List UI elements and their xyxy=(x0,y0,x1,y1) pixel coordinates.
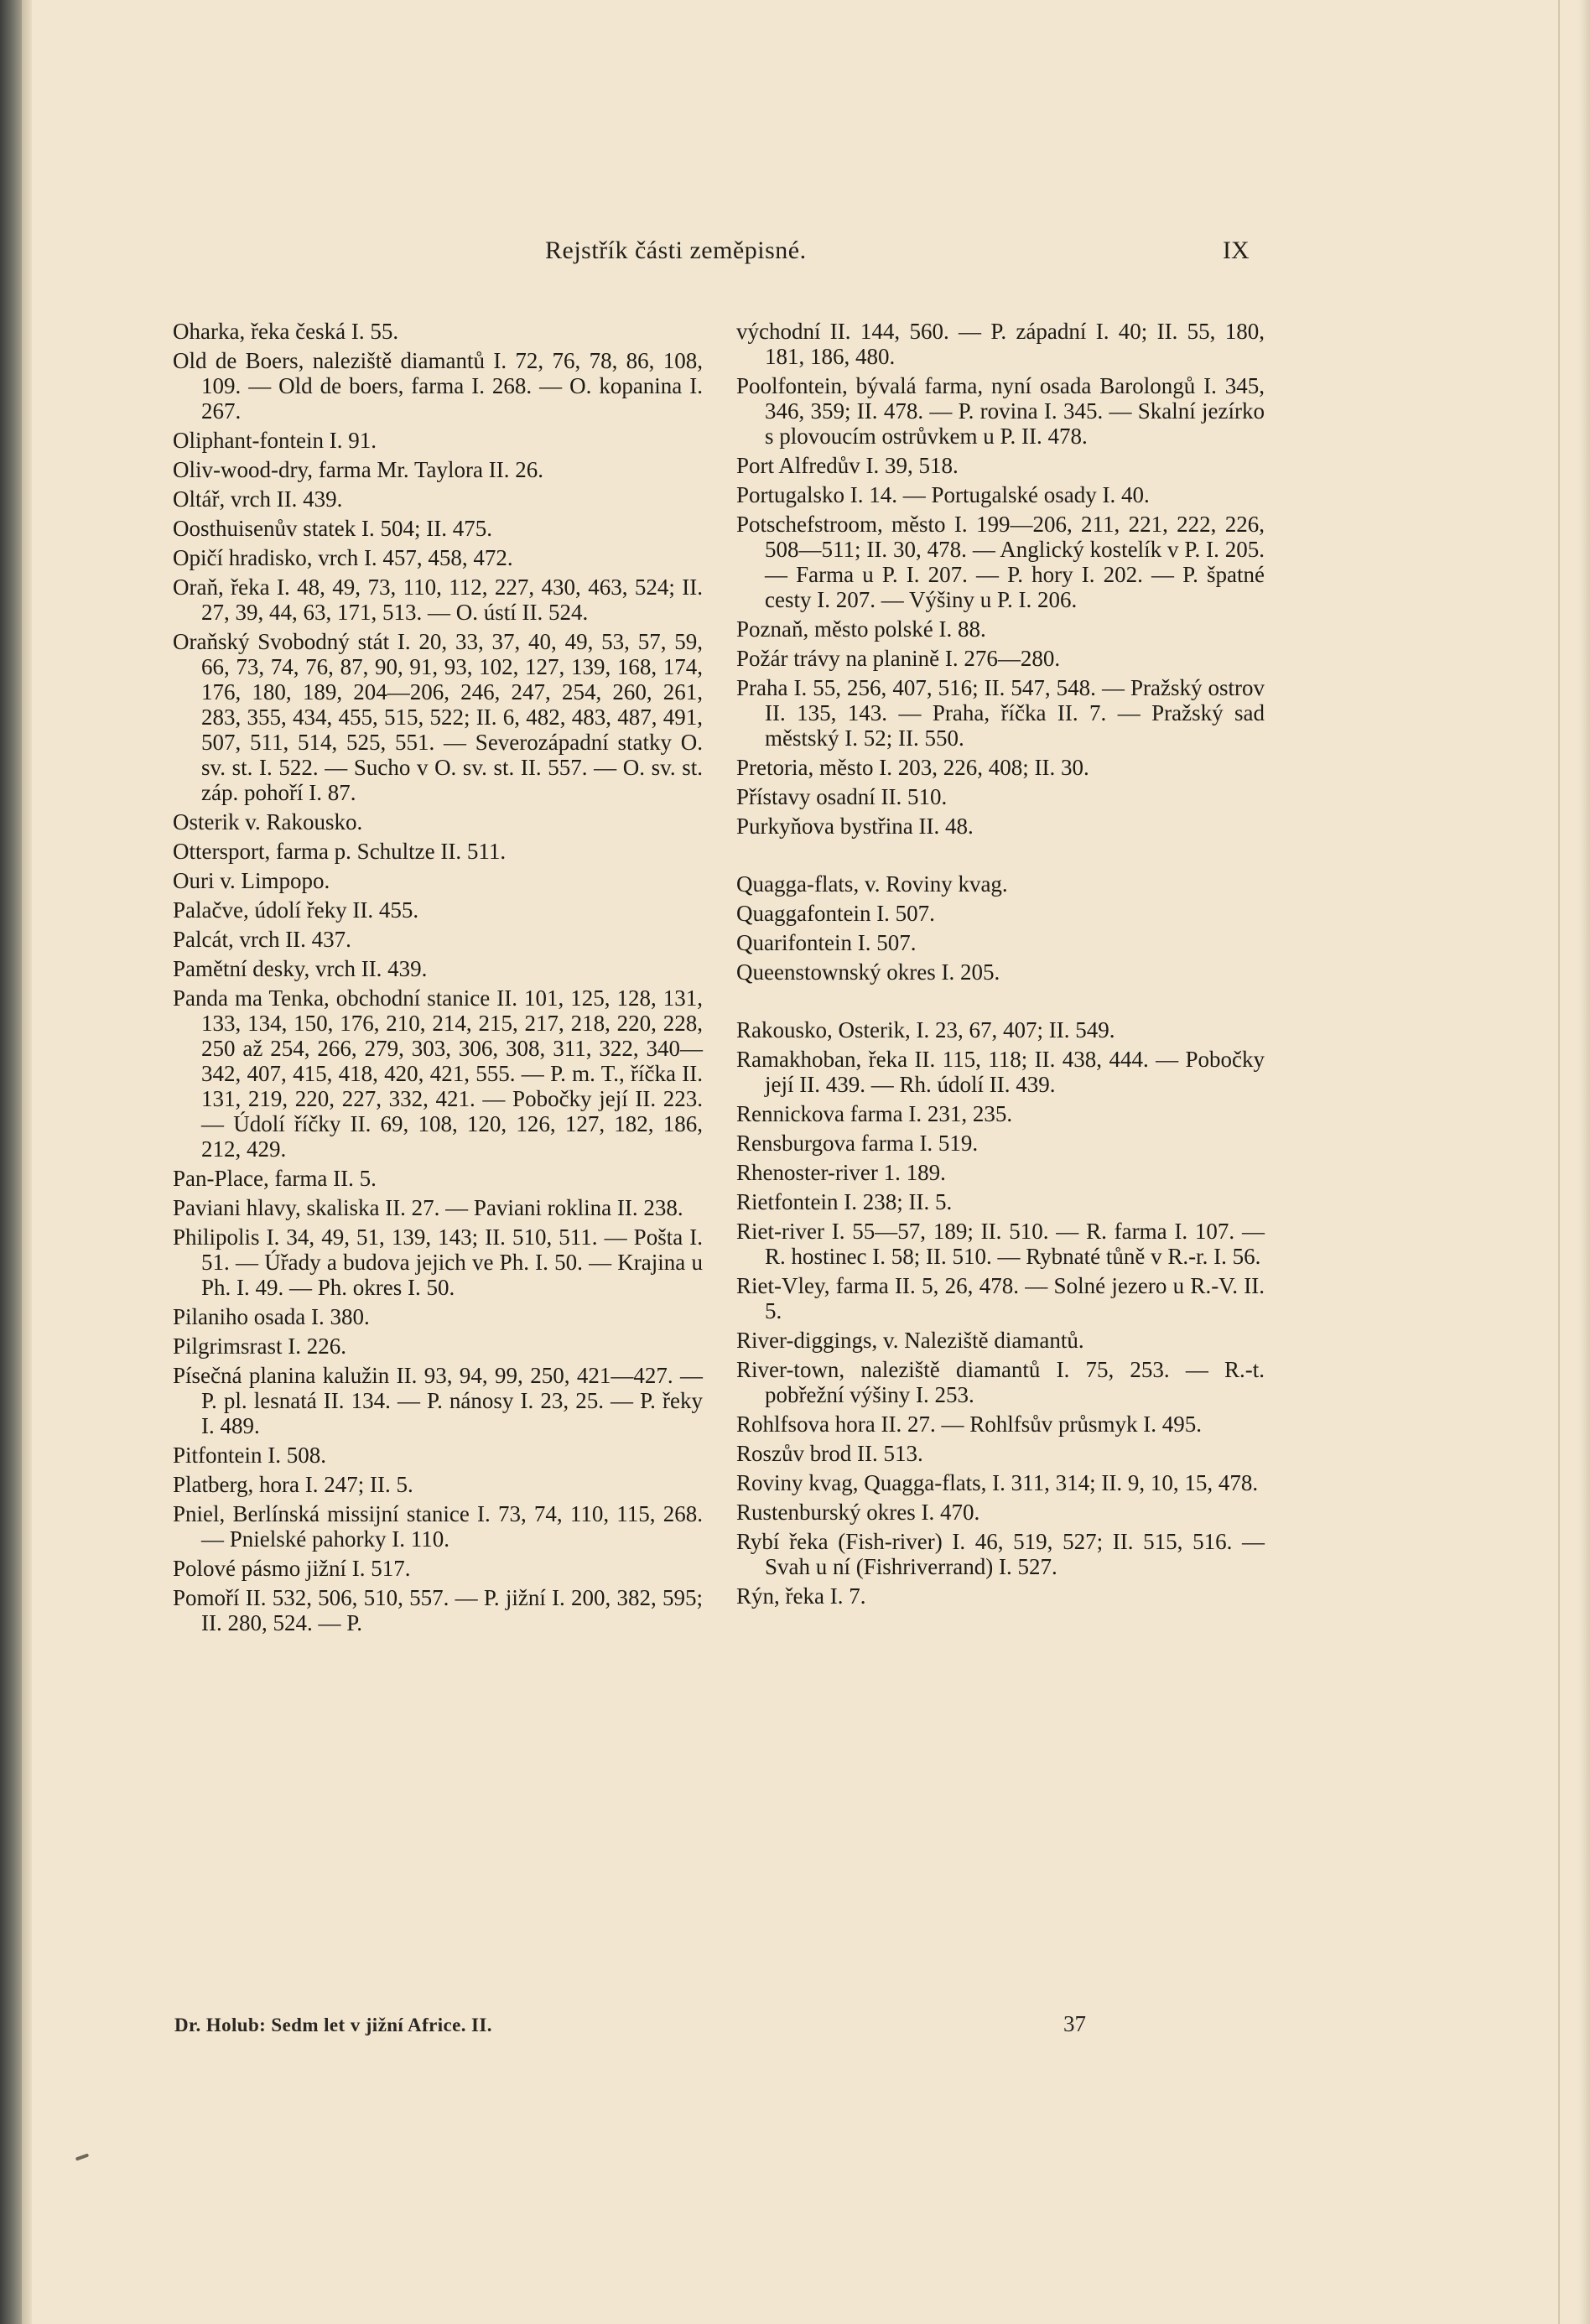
page-edge-line xyxy=(1558,0,1560,2324)
index-entry: Roviny kvag, Quagga-flats, I. 311, 314; II. 9, 10, 15, 478. xyxy=(736,1470,1259,1495)
index-entry: Oraň, řeka I. 48, 49, 73, 110, 112, 227, 430, 463, 524; II. 27, 39, 44, 63, 171, 513. — O. ústí II. 524. xyxy=(173,575,703,625)
index-entry: Oharka, řeka česká I. 55. xyxy=(173,319,399,344)
index-entry: Philipolis I. 34, 49, 51, 139, 143; II. 510, 511. — Pošta I. 51. — Úřady a budova jejich ve Ph. I. 50. — Krajina u Ph. I. 49. — Ph. okres I. 50. xyxy=(173,1224,703,1300)
index-column-right xyxy=(736,319,1265,1613)
index-entry: Písečná planina kalužin II. 93, 94, 99, 250, 421—427. — P. pl. lesnatá II. 134. — P. nánosy I. 23, 25. — P. řeky I. 489. xyxy=(173,1363,703,1438)
index-entry: Polové pásmo jižní I. 517. xyxy=(173,1556,411,1581)
index-entry: Praha I. 55, 256, 407, 516; II. 547, 548. — Pražský ostrov II. 135, 143. — Praha, říčka II. 7. — Pražský sad městský I. 52; II. 550. xyxy=(736,675,1265,751)
letter-section-gap xyxy=(736,843,1265,871)
index-entry: Pretoria, město I. 203, 226, 408; II. 30. xyxy=(736,755,1089,780)
index-entry: Oosthuisenův statek I. 504; II. 475. xyxy=(173,516,492,541)
index-entry: Oraňský Svobodný stát I. 20, 33, 37, 40, 49, 53, 57, 59, 66, 73, 74, 76, 87, 90, 91, 93, 102, 127, 139, 168, 174, 176, 180, 189, 204—206, 246, 247, 254, 260, 261, 283, 355, 434, 455, 515, 522; II. 6, 482, 483, 487, 491, 507, 511, 514, 525, 551. — Severozápadní statky O. sv. st. I. 522. — Sucho v O. sv. st. II. 557. — O. sv. st. záp. pohoří I. 87. xyxy=(173,629,703,805)
footer-book-title: Dr. Holub: Sedm let v jižní Africe. II. xyxy=(174,2015,492,2035)
index-entry: Rhenoster-river 1. 189. xyxy=(736,1160,946,1185)
index-entry: River-diggings, v. Naleziště diamantů. xyxy=(736,1328,1084,1353)
index-entry: Rennickova farma I. 231, 235. xyxy=(736,1101,1013,1126)
index-entry: Pniel, Berlínská missijní stanice I. 73, 74, 110, 115, 268. — Pnielské pahorky I. 110. xyxy=(173,1501,703,1552)
index-entry: Rybí řeka (Fish-river) I. 46, 519, 527; II. 515, 516. — Svah u ní (Fishriverrand) I. 527. xyxy=(736,1529,1265,1579)
running-header xyxy=(0,237,1590,275)
index-entry: Pitfontein I. 508. xyxy=(173,1443,326,1468)
letter-section-gap xyxy=(736,989,1265,1017)
index-entry: Roszův brod II. 513. xyxy=(736,1441,923,1466)
index-entry: Quagga-flats, v. Roviny kvag. xyxy=(736,871,1008,897)
index-entry: Pilgrimsrast I. 226. xyxy=(173,1334,346,1359)
index-entry: Rensburgova farma I. 519. xyxy=(736,1131,979,1156)
index-entry: Přístavy osadní II. 510. xyxy=(736,784,948,809)
index-entry: Pan-Place, farma II. 5. xyxy=(173,1166,377,1191)
index-entry: Osterik v. Rakousko. xyxy=(173,809,363,834)
index-entry: Paviani hlavy, skaliska II. 27. — Paviani roklina II. 238. xyxy=(173,1195,683,1220)
index-entry: Rustenburský okres I. 470. xyxy=(736,1500,980,1525)
index-entry: Portugalsko I. 14. — Portugalské osady I. 40. xyxy=(736,482,1150,507)
index-entry: Rakousko, Osterik, I. 23, 67, 407; II. 549. xyxy=(736,1017,1115,1042)
index-entry: Požár trávy na planině I. 276—280. xyxy=(736,646,1061,671)
paper-stain-mark xyxy=(75,2153,89,2160)
index-entry: Pomoří II. 532, 506, 510, 557. — P. jižní I. 200, 382, 595; II. 280, 524. — P. xyxy=(173,1585,703,1635)
index-entry: Pamětní desky, vrch II. 439. xyxy=(173,956,428,981)
index-entry: Purkyňova bystřina II. 48. xyxy=(736,814,974,839)
index-entry: Pilaniho osada I. 380. xyxy=(173,1304,370,1329)
index-entry: Palcát, vrch II. 437. xyxy=(173,927,351,952)
page-footer xyxy=(0,2011,1590,2048)
index-entry: Riet-river I. 55—57, 189; II. 510. — R. farma I. 107. — R. hostinec I. 58; II. 510. — Rybnaté tůně v R.-r. I. 56. xyxy=(736,1219,1265,1269)
index-entry: Ottersport, farma p. Schultze II. 511. xyxy=(173,839,507,864)
index-column-left xyxy=(173,319,703,1640)
index-entry: River-town, naleziště diamantů I. 75, 253. — R.-t. pobřežní výšiny I. 253. xyxy=(736,1357,1265,1407)
index-entry: Oltář, vrch II. 439. xyxy=(173,486,343,512)
index-entry: Quarifontein I. 507. xyxy=(736,930,917,955)
signature-mark: 37 xyxy=(1063,2011,1086,2036)
index-entry: Ouri v. Limpopo. xyxy=(173,868,330,893)
index-entry: Riet-Vley, farma II. 5, 26, 478. — Solné jezero u R.-V. II. 5. xyxy=(736,1273,1265,1323)
index-entry: Platberg, hora I. 247; II. 5. xyxy=(173,1472,413,1497)
index-entry: Port Alfredův I. 39, 518. xyxy=(736,453,959,478)
index-entry: Queenstownský okres I. 205. xyxy=(736,959,1000,985)
running-head-title: Rejstřík části zeměpisné. xyxy=(545,237,807,264)
index-entry: Quaggafontein I. 507. xyxy=(736,901,935,926)
index-entry: Oliphant-fontein I. 91. xyxy=(173,428,377,453)
index-entry: Panda ma Tenka, obchodní stanice II. 101, 125, 128, 131, 133, 134, 150, 176, 210, 214, 215, 217, 218, 220, 228, 250 až 254, 266, 279, 303, 306, 308, 311, 322, 340—342, 407, 415, 418, 420, 421, 555. — P. m. T., říčka II. 131, 219, 220, 227, 332, 421. — Pobočky její II. 223. — Údolí říčky II. 69, 108, 120, 126, 127, 182, 186, 212, 429. xyxy=(173,985,703,1162)
index-entry: Oliv-wood-dry, farma Mr. Taylora II. 26. xyxy=(173,457,543,482)
index-entry: Rietfontein I. 238; II. 5. xyxy=(736,1189,953,1214)
index-entry: Potschefstroom, město I. 199—206, 211, 221, 222, 226, 508—511; II. 30, 478. — Anglický kostelík v P. I. 205. — Farma u P. I. 207. — P. hory I. 202. — P. špatné cesty I. 207. — Výšiny u P. I. 206. xyxy=(736,512,1265,612)
index-entry: Rohlfsova hora II. 27. — Rohlfsův průsmyk I. 495. xyxy=(736,1412,1202,1437)
index-entry: východní II. 144, 560. — P. západní I. 40; II. 55, 180, 181, 186, 480. xyxy=(736,319,1265,369)
index-entry: Opičí hradisko, vrch I. 457, 458, 472. xyxy=(173,545,513,570)
index-entry: Rýn, řeka I. 7. xyxy=(736,1583,866,1609)
page-number-roman: IX xyxy=(1223,237,1250,264)
gutter-page-edge xyxy=(22,0,32,2324)
right-page-edge xyxy=(1578,0,1590,2324)
index-entry: Poolfontein, bývalá farma, nyní osada Barolongů I. 345, 346, 359; II. 478. — P. rovina I. 345. — Skalní jezírko s plovoucím ostrůvkem u P. II. 478. xyxy=(736,373,1265,449)
index-entry: Old de Boers, naleziště diamantů I. 72, 76, 78, 86, 108, 109. — Old de boers, farma I. 268. — O. kopanina I. 267. xyxy=(173,348,703,424)
index-entry: Ramakhoban, řeka II. 115, 118; II. 438, 444. — Pobočky její II. 439. — Rh. údolí II. 439. xyxy=(736,1047,1265,1097)
book-binding-gutter xyxy=(0,0,22,2324)
index-entry: Palačve, údolí řeky II. 455. xyxy=(173,897,419,923)
index-entry: Poznaň, město polské I. 88. xyxy=(736,616,986,642)
